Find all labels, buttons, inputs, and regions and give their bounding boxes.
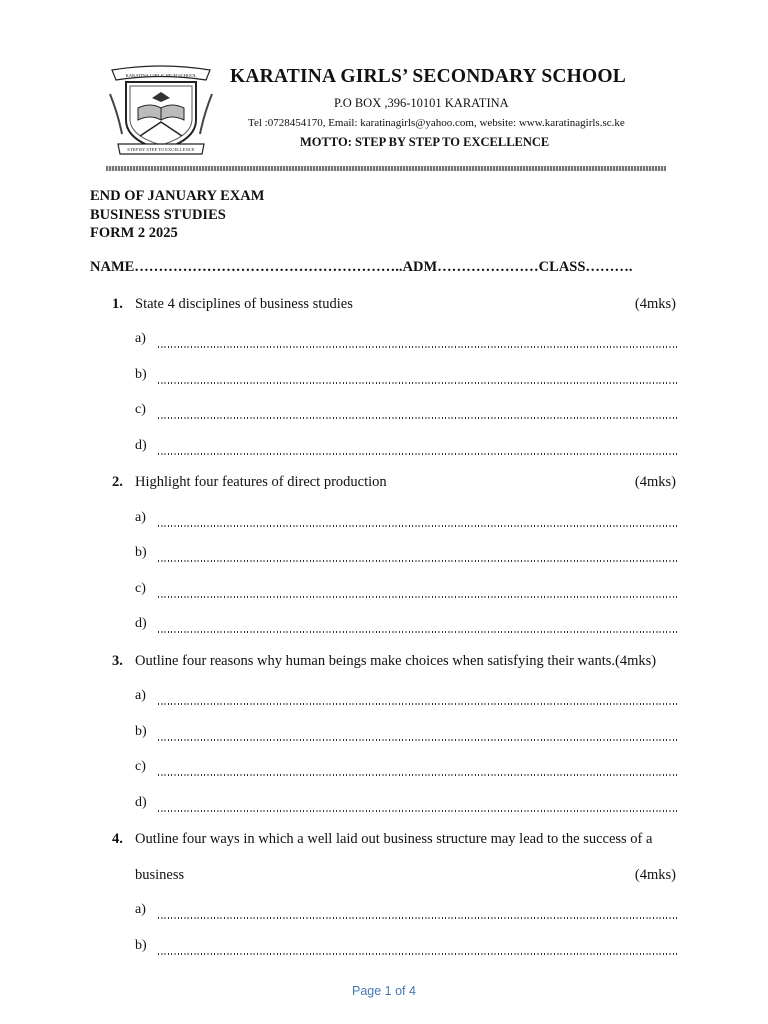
answer-letter: c) [135,581,146,596]
answer-letter: a) [135,331,146,346]
answer-letter: d) [135,616,147,631]
answer-line[interactable] [135,402,678,422]
answer-letter: a) [135,902,146,917]
answer-line[interactable] [135,795,678,815]
dotted-answer-line [158,596,678,598]
question-2 [90,474,676,494]
question-text: Outline four ways in which a well laid out business structure may lead to the success of a [135,831,653,847]
question-marks: (4mks) [634,296,676,312]
question-1 [90,296,676,316]
question-number: 4. [112,831,123,847]
question-text: Outline four reasons why human beings make choices when satisfying their wants.(4mks) [135,653,657,669]
dotted-answer-line [158,774,678,776]
dotted-answer-line [158,917,678,919]
answer-line[interactable] [135,938,678,958]
question-4-continued [90,867,676,887]
answer-line[interactable] [135,367,678,387]
answer-letter: c) [135,759,146,774]
dotted-answer-line [158,810,678,812]
school-contact: Tel :0728454170, Email: karatinagirls@yahoo.com, website: www.karatinagirls.sc.ke [248,117,625,129]
answer-letter: b) [135,545,147,560]
dotted-answer-line [158,525,678,527]
answer-letter: b) [135,367,147,382]
answer-letter: d) [135,795,147,810]
answer-line[interactable] [135,616,678,636]
exam-header [90,187,264,243]
question-text: State 4 disciplines of business studies [135,296,353,312]
answer-line[interactable] [135,510,678,530]
answer-letter: b) [135,724,147,739]
dotted-answer-line [158,631,678,633]
dotted-answer-line [158,417,678,419]
school-address: P.O BOX ,396-10101 KARATINA [334,96,509,110]
answer-line[interactable] [135,438,678,458]
answer-letter: a) [135,510,146,525]
answer-letter: b) [135,938,147,953]
dotted-answer-line [158,953,678,955]
question-number: 2. [112,474,123,490]
dotted-answer-line [158,703,678,705]
dotted-answer-line [158,382,678,384]
question-marks: (4mks) [634,474,676,490]
question-4 [90,831,676,851]
svg-text:KARATINA GIRLS’ HIGH SCHOOL: KARATINA GIRLS’ HIGH SCHOOL [125,73,197,78]
answer-letter: a) [135,688,146,703]
exam-title: END OF JANUARY EXAM [90,188,265,204]
answer-letter: c) [135,402,146,417]
letterhead [108,62,668,162]
school-crest-logo [108,64,214,156]
question-text-continued: business [135,867,185,883]
answer-line[interactable] [135,759,678,779]
question-marks: (4mks) [634,867,676,883]
school-name: KARATINA GIRLS’ SECONDARY SCHOOL [230,66,626,87]
answer-line[interactable] [135,545,678,565]
answer-line[interactable] [135,581,678,601]
question-3 [90,653,676,673]
answer-line[interactable] [135,902,678,922]
answer-letter: d) [135,438,147,453]
dotted-answer-line [158,346,678,348]
page-number-footer: Page 1 of 4 [352,984,416,998]
answer-line[interactable] [135,688,678,708]
school-motto: MOTTO: STEP BY STEP TO EXCELLENCE [300,135,550,149]
svg-text:STEP BY STEP TO EXCELLENCE: STEP BY STEP TO EXCELLENCE [127,147,195,152]
answer-line[interactable] [135,724,678,744]
exam-subject: BUSINESS STUDIES [90,206,226,223]
exam-form: FORM 2 2025 [90,225,178,241]
question-text: Highlight four features of direct production [135,474,387,490]
student-details-line[interactable]: NAME………………………………………………..ADM…………………CLASS………. [90,259,633,275]
answer-line[interactable] [135,331,678,351]
dotted-answer-line [158,560,678,562]
dotted-answer-line [158,739,678,741]
question-number: 3. [112,653,123,669]
dotted-answer-line [158,453,678,455]
question-number: 1. [112,296,123,312]
letterhead-divider [106,166,666,171]
